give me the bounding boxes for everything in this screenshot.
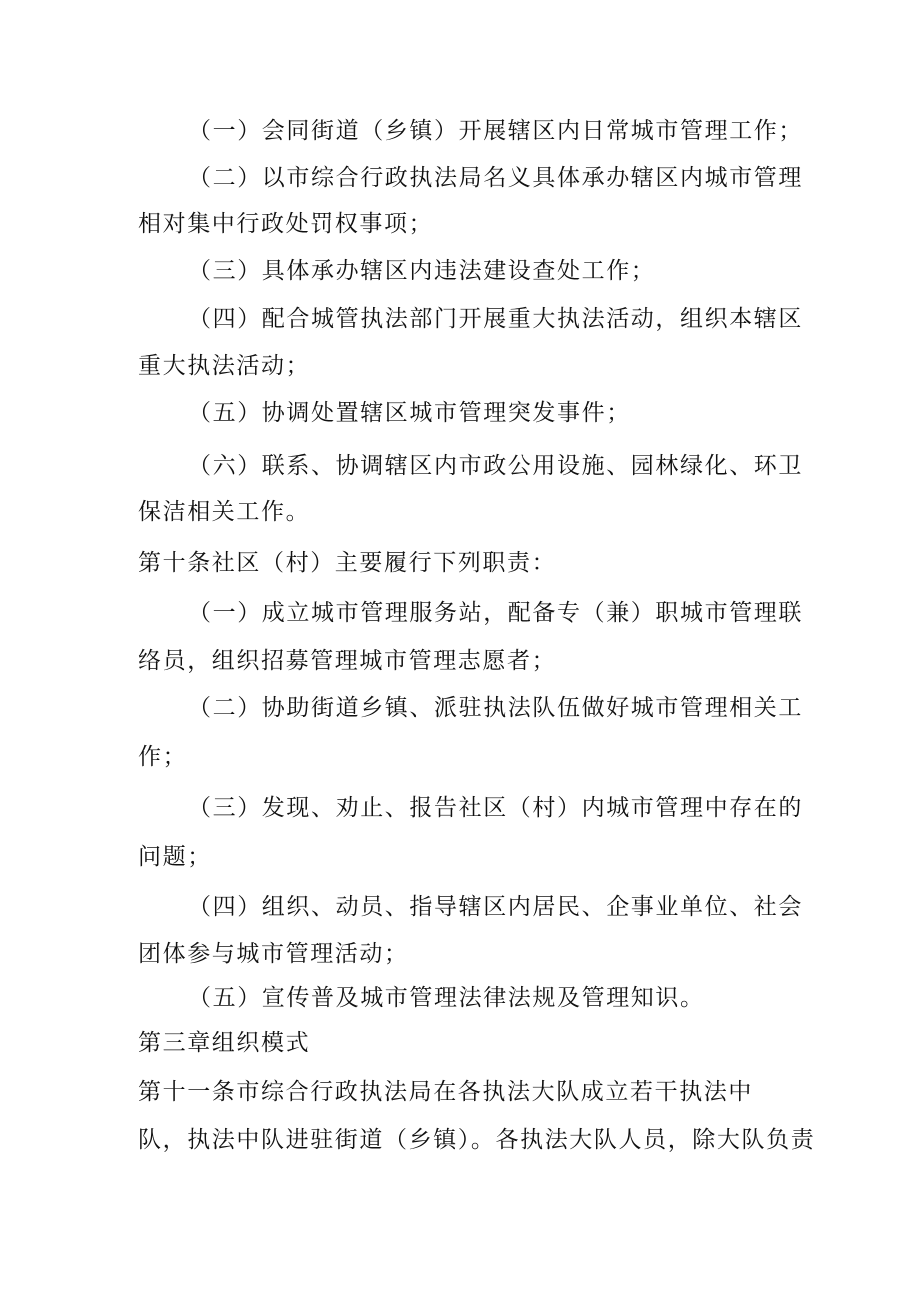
text-line-13: （二）协助街道乡镇、派驻执法队伍做好城市管理相关工 xyxy=(188,695,803,721)
text-line-1: （一）会同街道（乡镇）开展辖区内日常城市管理工作； xyxy=(188,118,803,144)
text-line-22: 队，执法中队进驻街道（乡镇）。各执法大队人员，除大队负责 xyxy=(138,1127,816,1153)
text-line-3: 相对集中行政处罚权事项； xyxy=(138,211,434,237)
text-line-18: 团体参与城市管理活动； xyxy=(138,941,409,967)
text-line-16: 问题； xyxy=(138,844,212,870)
text-line-14: 作； xyxy=(138,744,188,770)
text-line-2: （二）以市综合行政执法局名义具体承办辖区内城市管理 xyxy=(188,165,803,191)
text-line-7: （五）协调处置辖区城市管理突发事件； xyxy=(188,400,631,426)
text-line-19: （五）宣传普及城市管理法律法规及管理知识。 xyxy=(188,985,705,1011)
article-11-start: 第十一条市综合行政执法局在各执法大队成立若干执法中 xyxy=(138,1079,753,1105)
text-line-15: （三）发现、劝止、报告社区（村）内城市管理中存在的 xyxy=(188,795,803,821)
text-line-6: 重大执法活动； xyxy=(138,353,311,379)
text-line-12: 络员，组织招募管理城市管理志愿者； xyxy=(138,648,557,674)
text-line-9: 保洁相关工作。 xyxy=(138,499,311,525)
chapter-3-heading: 第三章组织模式 xyxy=(138,1030,311,1056)
text-line-11: （一）成立城市管理服务站，配备专（兼）职城市管理联 xyxy=(188,600,803,626)
text-line-17: （四）组织、动员、指导辖区内居民、企事业单位、社会 xyxy=(188,894,803,920)
text-line-4: （三）具体承办辖区内违法建设查处工作； xyxy=(188,258,656,284)
text-line-8: （六）联系、协调辖区内市政公用设施、园林绿化、环卫 xyxy=(188,453,803,479)
article-10-heading: 第十条社区（村）主要履行下列职责： xyxy=(138,550,557,576)
text-line-5: （四）配合城管执法部门开展重大执法活动，组织本辖区 xyxy=(188,306,803,332)
